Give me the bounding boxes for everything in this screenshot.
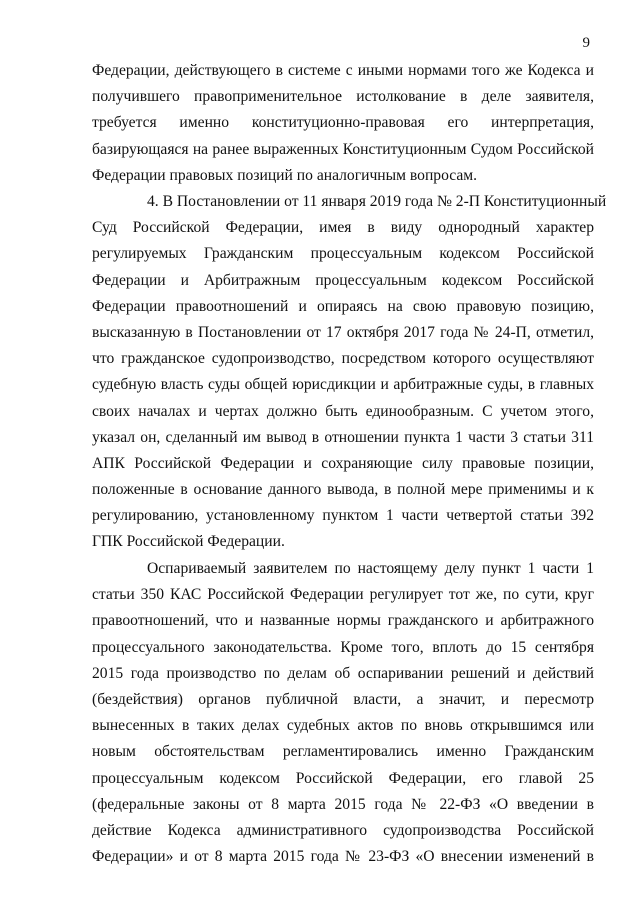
text-line: регулируемых Гражданским процессуальным кодексом Российской <box>92 245 594 263</box>
text-line: АПК Российской Федерации и сохраняющие силу правовые позиции, <box>92 454 594 472</box>
text-line: статьи 350 КАС Российской Федерации регулирует тот же, по сути, круг <box>92 586 594 604</box>
text-line: (бездействия) органов публичной власти, а значит, и пересмотр <box>92 690 594 708</box>
text-line: Федерации правоотношений и опираясь на свою правовую позицию, <box>92 297 594 315</box>
text-line: получившего правоприменительное истолкование в деле заявителя, <box>92 88 594 106</box>
text-line: регулированию, установленному пунктом 1 части четвертой статьи 392 <box>92 507 594 525</box>
text-line: 2015 года производство по делам об оспаривании решений и действий <box>92 664 594 682</box>
text-line: вынесенных в таких делах судебных актов по вновь открывшимся или <box>92 717 594 735</box>
text-line: указал он, сделанный им вывод в отношении пункта 1 части 3 статьи 311 <box>92 428 594 446</box>
paragraph-1 <box>92 58 594 189</box>
text-line: новым обстоятельствам регламентировались именно Гражданским <box>92 743 594 761</box>
text-line: Суд Российской Федерации, имея в виду однородный характер <box>92 219 594 237</box>
text-line: высказанную в Постановлении от 17 октября 2017 года № 24-П, отметил, <box>92 323 594 341</box>
page-number: 9 <box>582 35 590 51</box>
text-line: (федеральные законы от 8 марта 2015 года № 22-ФЗ «О введении в <box>92 795 594 813</box>
text-line: процессуальным кодексом Российской Федерации, его главой 25 <box>92 769 594 787</box>
text-line: 4. В Постановлении от 11 января 2019 года № 2-П Конституционный <box>147 193 607 210</box>
text-line: своих началах и чертах должно быть единообразным. С учетом этого, <box>92 402 594 420</box>
text-line: правоотношений, что и названные нормы гражданского и арбитражного <box>92 612 594 630</box>
paragraph-2 <box>92 189 607 556</box>
text-line: действие Кодекса административного судопроизводства Российской <box>92 821 594 839</box>
text-line: судебную власть суды общей юрисдикции и арбитражные суды, в главных <box>92 376 594 394</box>
text-line: ГПК Российской Федерации. <box>92 533 285 551</box>
text-line: что гражданское судопроизводство, посредством которого осуществляют <box>92 350 594 368</box>
text-line: Федерации» и от 8 марта 2015 года № 23-ФЗ «О внесении изменений в <box>92 848 594 866</box>
text-line: положенные в основание данного вывода, в полной мере применимы и к <box>92 481 594 499</box>
text-line: требуется именно конституционно-правовая его интерпретация, <box>92 114 594 132</box>
text-line: базирующаяся на ранее выраженных Конституционным Судом Российской <box>92 140 594 158</box>
text-line: Федерации правовых позиций по аналогичным вопросам. <box>92 166 478 184</box>
paragraph-3 <box>92 556 594 870</box>
text-line: Оспариваемый заявителем по настоящему делу пункт 1 части 1 <box>147 560 594 577</box>
text-line: Федерации, действующего в системе с иными нормами того же Кодекса и <box>92 62 594 79</box>
text-line: Федерации и Арбитражным процессуальным кодексом Российской <box>92 271 594 289</box>
text-line: процессуального законодательства. Кроме того, вплоть до 15 сентября <box>92 638 594 656</box>
